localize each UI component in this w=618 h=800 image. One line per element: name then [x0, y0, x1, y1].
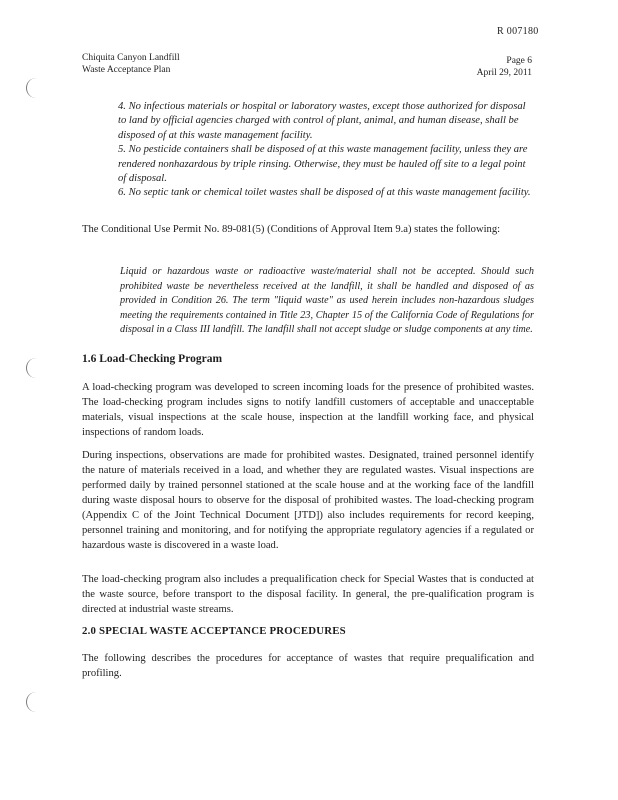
list-item: 5. No pesticide containers shall be disposed of at this waste management facility, unless they are rendered nonhazardous by triple rinsing. Otherwise, they must be hauled off site to a legal point of disposal.: [118, 144, 528, 185]
cup-intro-paragraph: The Conditional Use Permit No. 89-081(5) (Conditions of Approval Item 9.a) states the following:: [82, 224, 501, 235]
document-title: Waste Acceptance Plan: [82, 65, 171, 75]
section-heading-special-waste: 2.0 SPECIAL WASTE ACCEPTANCE PROCEDURES: [82, 625, 346, 637]
bates-number: R 007180: [497, 26, 539, 37]
list-item: 4. No infectious materials or hospital or laboratory wastes, except those authorized for disposal to land by official agencies charged with control of plant, animal, and human disease, shall be disposed of at this waste management facility.: [118, 101, 526, 141]
body-paragraph: The load-checking program also includes a prequalification check for Special Wastes that is conducted at the waste source, before transport to the disposal facility. In general, the pre-qualification program is directed at industrial waste streams.: [82, 574, 534, 615]
prohibited-items-list: [118, 100, 534, 201]
body-paragraph: The following describes the procedures for acceptance of wastes that require prequalification and profiling.: [82, 653, 534, 679]
facility-name: Chiquita Canyon Landfill: [82, 53, 180, 63]
cup-quote: Liquid or hazardous waste or radioactive waste/material shall not be accepted. Should such prohibited waste be nevertheless received at the landfill, it shall be handled and disposed of as provided in Condition 26. The term "liquid waste" as used herein includes non-hazardous sludges meeting the requirements contained in Title 23, Chapter 15 of the California Code of Regulations for disposal in a Class III landfill. The landfill shall not accept sludge or sludge components at any time.: [120, 266, 534, 335]
document-date: April 29, 2011: [476, 68, 532, 78]
body-paragraph: A load-checking program was developed to screen incoming loads for the presence of prohibited wastes. The load-checking program includes signs to notify landfill customers of acceptable and unacceptable materials, visual inspections at the scale house, inspection at the landfill working face, and physical inspections of random loads.: [82, 382, 534, 438]
page-number: Page 6: [506, 56, 532, 66]
list-item: 6. No septic tank or chemical toilet wastes shall be disposed of at this waste management facility.: [118, 187, 531, 199]
body-paragraph: During inspections, observations are made for prohibited wastes. Designated, trained personnel identify the nature of materials received in a load, and whether they are regulated wastes. Visual inspections are performed daily by trained personnel stationed at the scale house and at the working face of the landfill during waste disposal hours to observe for the disposal of prohibited wastes. The load-checking program (Appendix C of the Joint Technical Document [JTD]) also includes requirements for record keeping, personnel training and monitoring, and for notifying the appropriate regulatory agencies if a regulated or hazardous waste is discovered in a waste load.: [82, 450, 534, 551]
punch-hole-mark: [26, 358, 39, 378]
document-header-left: [82, 52, 302, 76]
document-header-right: [382, 55, 532, 79]
punch-hole-mark: [26, 78, 39, 98]
punch-hole-mark: [26, 692, 39, 712]
section-heading-load-checking: 1.6 Load-Checking Program: [82, 353, 223, 365]
